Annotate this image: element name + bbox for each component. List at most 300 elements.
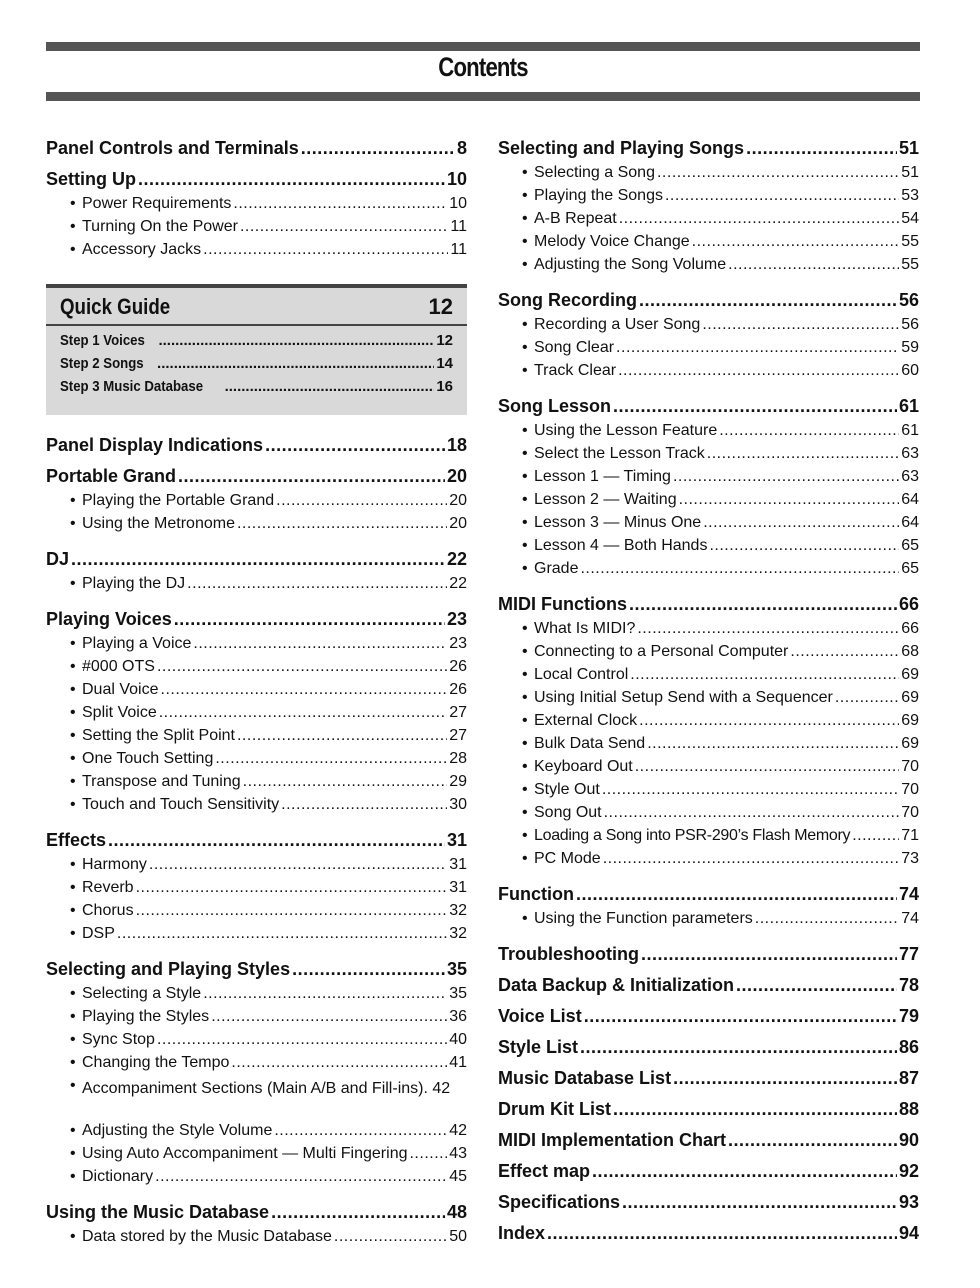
entry-label: Music Database List	[498, 1068, 672, 1088]
leader-dots	[215, 750, 447, 768]
page-number: 45	[449, 1168, 467, 1185]
entry-label: Song Recording	[498, 290, 637, 310]
header-rule-bottom	[46, 92, 920, 101]
toc-subentry[interactable]	[46, 515, 467, 538]
page-number: 26	[449, 658, 467, 675]
page-number: 93	[898, 1192, 919, 1212]
page-number: 31	[449, 879, 467, 896]
entry-label: Local Control	[534, 666, 629, 683]
toc-entry-effects[interactable]	[46, 830, 467, 856]
quick-guide-title: Quick Guide	[60, 294, 171, 319]
entry-label: Index	[498, 1223, 546, 1243]
toc-subentry[interactable]	[498, 422, 919, 445]
bullet-icon: •	[522, 468, 528, 485]
page-number: 55	[901, 233, 919, 250]
leader-dots	[161, 681, 448, 699]
page-number: 51	[901, 164, 919, 181]
page-number: 69	[901, 666, 919, 683]
toc-subentry[interactable]	[46, 195, 467, 218]
entry-label: Setting the Split Point	[82, 727, 235, 744]
leader-dots	[604, 804, 900, 822]
toc-subentry[interactable]	[46, 492, 467, 515]
page-number: 63	[901, 445, 919, 462]
toc-subentry[interactable]	[46, 985, 467, 1008]
page-number: 77	[898, 944, 919, 964]
page-number: 90	[898, 1130, 919, 1150]
page-number: 61	[901, 422, 919, 439]
toc-entry-setting-up[interactable]	[46, 169, 467, 195]
toc-subentry[interactable]	[498, 491, 919, 514]
page-number: 36	[449, 1008, 467, 1025]
entry-label: Recording a User Song	[534, 316, 701, 333]
leader-dots	[673, 1068, 897, 1089]
leader-dots	[157, 355, 434, 372]
entry-label: Grade	[534, 560, 579, 577]
bullet-icon: •	[70, 704, 76, 721]
toc-subentry[interactable]	[46, 856, 467, 879]
leader-dots	[639, 290, 897, 311]
toc-subentry[interactable]	[498, 537, 919, 560]
entry-label: Using the Function parameters	[534, 910, 753, 927]
entry-label: What Is MIDI?	[534, 620, 636, 637]
leader-dots	[271, 1202, 445, 1223]
bullet-icon: •	[70, 241, 76, 258]
toc-subentry[interactable]	[498, 735, 919, 758]
page-number: 43	[449, 1145, 467, 1162]
leader-dots	[580, 1037, 897, 1058]
bullet-icon: •	[70, 750, 76, 767]
leader-dots	[108, 830, 445, 851]
page-number: 53	[901, 187, 919, 204]
toc-entry-midi[interactable]	[498, 594, 919, 620]
entry-label: Step 3 Music Database	[60, 378, 204, 395]
page-number: 28	[449, 750, 467, 767]
leader-dots	[616, 339, 899, 357]
bullet-icon: •	[522, 187, 528, 204]
page-number: 27	[449, 727, 467, 744]
leader-dots	[619, 210, 899, 228]
toc-subentry[interactable]	[498, 468, 919, 491]
page-number: 94	[898, 1223, 919, 1243]
entry-label: Connecting to a Personal Computer	[534, 643, 789, 660]
quick-guide-rule-mid	[46, 324, 467, 326]
bullet-icon: •	[522, 910, 528, 927]
toc-subentry[interactable]	[46, 635, 467, 658]
page-number: 11	[450, 241, 467, 258]
leader-dots	[237, 727, 447, 745]
page-number: 42	[449, 1122, 467, 1139]
bullet-icon: •	[522, 804, 528, 821]
entry-label: Specifications	[498, 1192, 621, 1212]
bullet-icon: •	[70, 879, 76, 896]
entry-label: Playing Voices	[46, 609, 172, 629]
page-number: 22	[449, 575, 467, 592]
leader-dots	[274, 1122, 447, 1140]
entry-label: Lesson 1 — Timing	[534, 468, 671, 485]
page-number: 48	[446, 1202, 467, 1222]
entry-label: MIDI Functions	[498, 594, 627, 614]
toc-subentry[interactable]	[498, 256, 919, 279]
entry-label: Accessory Jacks	[82, 241, 202, 258]
page-number: 29	[449, 773, 467, 790]
page-number: 23	[449, 635, 467, 652]
entry-label: Playing the Songs	[534, 187, 663, 204]
leader-dots	[647, 735, 899, 753]
page-number: 56	[901, 316, 919, 333]
toc-subentry[interactable]	[46, 902, 467, 925]
leader-dots	[301, 138, 455, 159]
leader-dots	[755, 910, 899, 928]
leader-dots	[629, 594, 897, 615]
toc-subentry[interactable]	[46, 1168, 467, 1191]
page-number: 64	[901, 491, 919, 508]
page-number: 68	[901, 643, 919, 660]
bullet-icon: •	[522, 514, 528, 531]
page-number: 50	[449, 1228, 467, 1245]
entry-label: Playing the Styles	[82, 1008, 210, 1025]
bullet-icon: •	[522, 210, 528, 227]
entry-label: DJ	[46, 549, 70, 569]
bullet-icon: •	[522, 256, 528, 273]
leader-dots	[203, 241, 448, 259]
entry-label: Dual Voice	[82, 681, 159, 698]
leader-dots	[193, 635, 447, 653]
entry-label: Lesson 4 — Both Hands	[534, 537, 708, 554]
toc-entry-songs[interactable]	[498, 138, 919, 164]
toc-entry-midi-chart[interactable]	[498, 1130, 919, 1156]
toc-subentry[interactable]	[46, 1054, 467, 1077]
header-rule-top	[46, 42, 920, 51]
toc-subentry[interactable]	[498, 827, 919, 850]
page-number: 64	[901, 514, 919, 531]
leader-dots	[657, 164, 899, 182]
entry-label: Playing the Portable Grand	[82, 492, 275, 509]
entry-label: Keyboard Out	[534, 758, 633, 775]
toc-subentry[interactable]	[498, 689, 919, 712]
entry-label: Step 1 Voices	[60, 332, 145, 349]
leader-dots	[709, 537, 899, 555]
bullet-icon: •	[70, 218, 76, 235]
page-number: 87	[898, 1068, 919, 1088]
toc-subentry[interactable]	[46, 1031, 467, 1054]
page-number: 70	[901, 781, 919, 798]
bullet-icon: •	[70, 796, 76, 813]
entry-label: Loading a Song into PSR-290’s Flash Memory	[534, 827, 851, 844]
bullet-icon: •	[522, 362, 528, 379]
leader-dots	[728, 256, 899, 274]
entry-label: Selecting and Playing Songs	[498, 138, 745, 158]
entry-label: Troubleshooting	[498, 944, 639, 964]
bullet-icon: •	[522, 316, 528, 333]
leader-dots	[692, 233, 900, 251]
quick-guide-rule-top	[46, 284, 467, 288]
page-number: 70	[901, 804, 919, 821]
bullet-icon: •	[522, 445, 528, 462]
entry-label: Playing the DJ	[82, 575, 186, 592]
page-number: 35	[446, 959, 467, 979]
bullet-icon: •	[70, 1122, 76, 1139]
bullet-icon: •	[522, 666, 528, 683]
toc-entry-voice-list[interactable]	[498, 1006, 919, 1032]
toc-subentry[interactable]	[498, 850, 919, 873]
toc-entry-panel-display[interactable]	[46, 435, 467, 461]
leader-dots	[233, 195, 447, 213]
leader-dots	[736, 975, 897, 996]
toc-subentry[interactable]	[498, 712, 919, 735]
leader-dots	[334, 1228, 447, 1246]
page-number: 30	[449, 796, 467, 813]
leader-dots	[155, 1168, 447, 1186]
entry-label: Lesson 3 — Minus One	[534, 514, 702, 531]
page-number: 32	[449, 925, 467, 942]
page-number: 79	[898, 1006, 919, 1026]
bullet-icon: •	[70, 195, 76, 212]
entry-label: MIDI Implementation Chart	[498, 1130, 727, 1150]
page-number: 20	[449, 492, 467, 509]
bullet-icon: •	[70, 856, 76, 873]
leader-dots	[265, 435, 445, 456]
entry-label: Selecting a Song	[534, 164, 655, 181]
toc-subentry[interactable]	[498, 210, 919, 233]
bullet-icon: •	[70, 1031, 76, 1048]
leader-dots	[613, 396, 897, 417]
toc-subentry[interactable]	[46, 241, 467, 264]
leader-dots	[835, 689, 899, 707]
page-number: 74	[898, 884, 919, 904]
page-number: 88	[898, 1099, 919, 1119]
leader-dots	[547, 1223, 897, 1244]
bullet-icon: •	[70, 575, 76, 592]
bullet-icon: •	[70, 1168, 76, 1185]
page-number: 31	[449, 856, 467, 873]
entry-label: Song Out	[534, 804, 602, 821]
page-number: 10	[449, 195, 467, 212]
entry-label: Touch and Touch Sensitivity	[82, 796, 280, 813]
toc-subentry[interactable]	[46, 727, 467, 750]
toc-left-column	[46, 138, 467, 1251]
leader-dots	[635, 758, 899, 776]
bullet-icon: •	[522, 620, 528, 637]
toc-entry-troubleshooting[interactable]	[498, 944, 919, 970]
leader-dots	[679, 491, 900, 509]
toc-entry-index[interactable]	[498, 1223, 919, 1249]
leader-dots	[790, 643, 899, 661]
entry-label: Chorus	[82, 902, 134, 919]
leader-dots	[641, 944, 897, 965]
quick-guide-step[interactable]	[60, 378, 453, 401]
toc-entry-drum-kit[interactable]	[498, 1099, 919, 1125]
page-number: 69	[901, 735, 919, 752]
toc-subentry[interactable]	[498, 666, 919, 689]
page-number: 31	[446, 830, 467, 850]
toc-entry-music-db-list[interactable]	[498, 1068, 919, 1094]
leader-dots	[630, 666, 899, 684]
entry-label: Harmony	[82, 856, 147, 873]
leader-dots	[580, 560, 899, 578]
leader-dots	[276, 492, 447, 510]
toc-subentry[interactable]	[498, 560, 919, 583]
toc-subentry[interactable]	[498, 804, 919, 827]
toc-entry-playing-voices[interactable]	[46, 609, 467, 635]
bullet-icon: •	[522, 827, 528, 844]
toc-subentry[interactable]	[498, 445, 919, 468]
page-number: 65	[901, 537, 919, 554]
leader-dots	[292, 959, 445, 980]
entry-label: Function	[498, 884, 574, 904]
entry-label: Using Initial Setup Send with a Sequencer	[534, 689, 833, 706]
toc-subentry[interactable]	[498, 316, 919, 339]
toc-entry-backup[interactable]	[498, 975, 919, 1001]
toc-subentry[interactable]	[46, 750, 467, 773]
leader-dots	[149, 856, 447, 874]
page-number: 78	[898, 975, 919, 995]
toc-entry-style-list[interactable]	[498, 1037, 919, 1063]
quick-guide-step[interactable]	[60, 332, 453, 355]
toc-subentry[interactable]	[46, 704, 467, 727]
page-number: 66	[901, 620, 919, 637]
entry-label: Split Voice	[82, 704, 157, 721]
bullet-icon: •	[522, 164, 528, 181]
entry-label: Using the Lesson Feature	[534, 422, 718, 439]
leader-dots	[703, 514, 899, 532]
quick-guide-box	[46, 284, 467, 415]
toc-entry-panel-controls[interactable]	[46, 138, 467, 164]
toc-subentry[interactable]	[498, 362, 919, 385]
toc-subentry[interactable]	[498, 164, 919, 187]
toc-subentry[interactable]	[498, 910, 919, 933]
entry-label: Effect map	[498, 1161, 591, 1181]
entry-label: Selecting a Style	[82, 985, 202, 1002]
entry-label: Turning On the Power	[82, 218, 238, 235]
toc-subentry[interactable]	[46, 1077, 467, 1122]
bullet-icon: •	[522, 758, 528, 775]
toc-subentry[interactable]	[46, 218, 467, 241]
quick-guide-steps	[60, 332, 453, 401]
leader-dots	[665, 187, 899, 205]
entry-label: Select the Lesson Track	[534, 445, 705, 462]
entry-label: Setting Up	[46, 169, 136, 189]
toc-subentry[interactable]	[46, 658, 467, 681]
bullet-icon: •	[522, 560, 528, 577]
toc-subentry[interactable]	[498, 758, 919, 781]
entry-label: Step 2 Songs	[60, 355, 144, 372]
toc-entry-function[interactable]	[498, 884, 919, 910]
bullet-icon: •	[522, 339, 528, 356]
entry-label: Using the Music Database	[46, 1202, 270, 1222]
toc-entry-music-database[interactable]	[46, 1202, 467, 1228]
toc-subentry[interactable]	[498, 187, 919, 210]
bullet-icon: •	[522, 712, 528, 729]
leader-dots	[174, 609, 445, 630]
toc-entry-effect-map[interactable]	[498, 1161, 919, 1187]
page-number: 40	[449, 1031, 467, 1048]
leader-dots	[637, 620, 899, 638]
toc-subentry[interactable]	[46, 925, 467, 948]
leader-dots	[237, 515, 447, 533]
toc-entry-styles[interactable]	[46, 959, 467, 985]
toc-subentry[interactable]	[498, 620, 919, 643]
toc-subentry[interactable]	[46, 796, 467, 819]
leader-dots	[158, 332, 434, 349]
toc-subentry[interactable]	[498, 781, 919, 804]
toc-subentry[interactable]	[498, 643, 919, 666]
page-number: 41	[449, 1054, 467, 1071]
page-number: 11	[450, 218, 467, 235]
entry-label: Transpose and Tuning	[82, 773, 241, 790]
toc-subentry[interactable]	[46, 879, 467, 902]
bullet-icon: •	[70, 1145, 76, 1162]
bullet-icon: •	[70, 985, 76, 1002]
toc-subentry[interactable]	[46, 1008, 467, 1031]
quick-guide-header[interactable]	[60, 290, 453, 324]
page-number: 56	[898, 290, 919, 310]
bullet-icon: •	[522, 537, 528, 554]
leader-dots	[138, 169, 445, 190]
bullet-icon: •	[70, 515, 76, 532]
leader-dots	[225, 378, 435, 395]
toc-subentry[interactable]	[46, 575, 467, 598]
quick-guide-step[interactable]	[60, 355, 453, 378]
leader-dots	[602, 781, 899, 799]
bullet-icon: •	[522, 643, 528, 660]
entry-label: Melody Voice Change	[534, 233, 690, 250]
entry-label: Dictionary	[82, 1168, 154, 1185]
toc-subentry[interactable]	[46, 1228, 467, 1251]
toc-right-column	[498, 138, 919, 1249]
page-number: 23	[446, 609, 467, 629]
page-number: 71	[901, 827, 919, 844]
entry-label: Reverb	[82, 879, 134, 896]
page-number: 74	[901, 910, 919, 927]
toc-subentry[interactable]	[46, 681, 467, 704]
page-number: 59	[901, 339, 919, 356]
leader-dots	[203, 985, 447, 1003]
bullet-icon: •	[70, 1054, 76, 1071]
page-number: 22	[446, 549, 467, 569]
leader-dots	[281, 796, 447, 814]
page-number: 35	[449, 985, 467, 1002]
bullet-icon: •	[522, 781, 528, 798]
leader-dots	[71, 549, 445, 570]
toc-entry-lesson[interactable]	[498, 396, 919, 422]
entry-label: Sync Stop	[82, 1031, 155, 1048]
page-number: 51	[898, 138, 919, 158]
toc-entry-specifications[interactable]	[498, 1192, 919, 1218]
entry-label: Drum Kit List	[498, 1099, 612, 1119]
entry-label: Portable Grand	[46, 466, 177, 486]
page-number: 32	[449, 902, 467, 919]
page-number: 20	[446, 466, 467, 486]
entry-label: Style List	[498, 1037, 579, 1057]
toc-subentry[interactable]	[498, 233, 919, 256]
toc-subentry[interactable]	[498, 339, 919, 362]
leader-dots	[240, 218, 448, 236]
toc-subentry[interactable]	[46, 1122, 467, 1145]
toc-entry-portable-grand[interactable]	[46, 466, 467, 492]
toc-subentry[interactable]	[498, 514, 919, 537]
page-number: 55	[901, 256, 919, 273]
toc-subentry[interactable]	[46, 773, 467, 796]
entry-label: Accompaniment Sections (Main A/B and Fill-ins). 42	[82, 1080, 451, 1097]
toc-entry-recording[interactable]	[498, 290, 919, 316]
entry-label: DSP	[82, 925, 115, 942]
entry-label: Voice List	[498, 1006, 582, 1026]
entry-label: Data Backup & Initialization	[498, 975, 735, 995]
page-number: 69	[901, 689, 919, 706]
toc-entry-dj[interactable]	[46, 549, 467, 575]
leader-dots	[157, 1031, 447, 1049]
toc-subentry[interactable]	[46, 1145, 467, 1168]
